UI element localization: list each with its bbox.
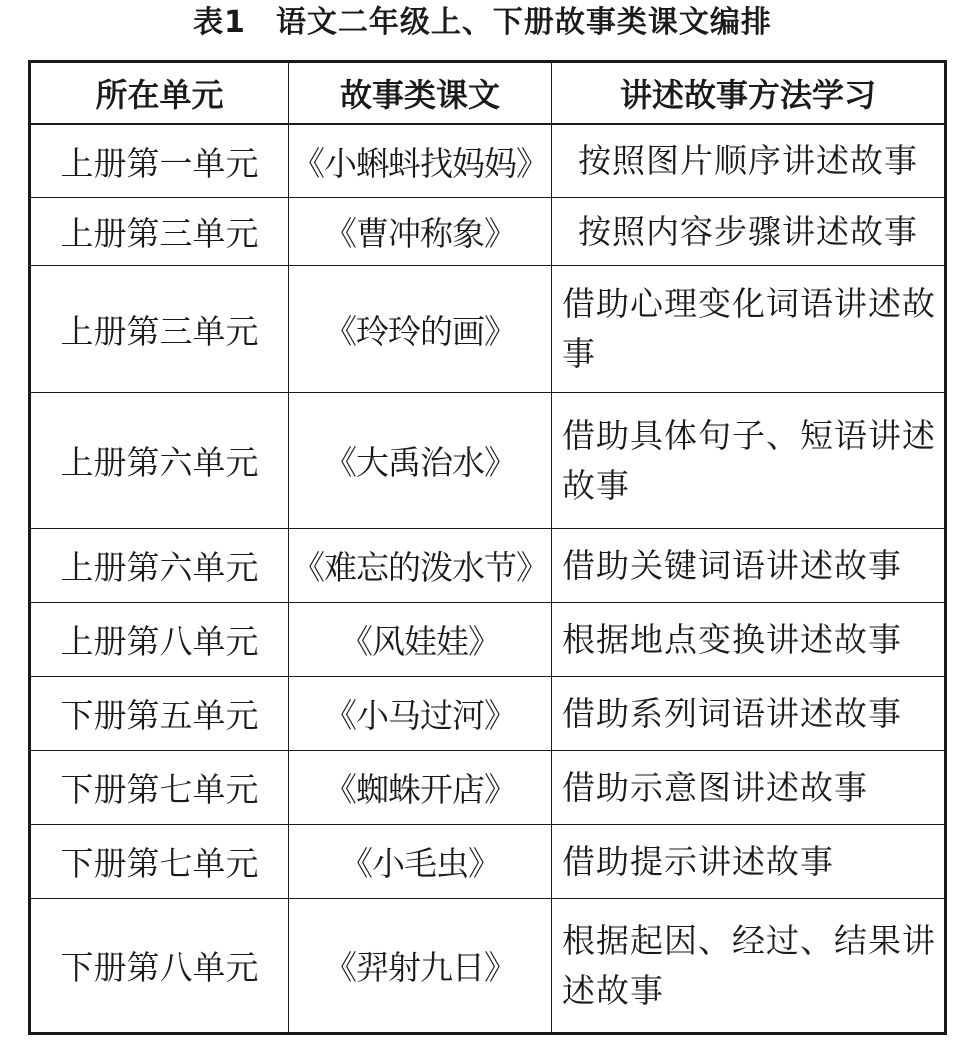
- cell-method: 根据地点变换讲述故事: [552, 603, 946, 677]
- cell-lesson: 《大禹治水》: [289, 393, 552, 529]
- table-title: 语文二年级上、下册故事类课文编排: [275, 5, 772, 40]
- table-caption: [0, 0, 965, 58]
- table-row: [30, 198, 946, 266]
- cell-lesson: 《蜘蛛开店》: [289, 751, 552, 825]
- cell-unit: 上册第一单元: [30, 124, 289, 198]
- table-row: [30, 603, 946, 677]
- header-unit: 所在单元: [30, 62, 289, 125]
- table-row: [30, 751, 946, 825]
- cell-unit: 下册第五单元: [30, 677, 289, 751]
- cell-lesson: 《玲玲的画》: [289, 266, 552, 393]
- cell-unit: 下册第七单元: [30, 751, 289, 825]
- cell-method: 借助关键词语讲述故事: [552, 529, 946, 603]
- cell-method: 借助心理变化词语讲述故事: [552, 266, 946, 393]
- header-lesson: 故事类课文: [289, 62, 552, 125]
- story-lessons-table: [28, 60, 947, 1035]
- cell-lesson: 《羿射九日》: [289, 899, 552, 1034]
- cell-method: 借助示意图讲述故事: [552, 751, 946, 825]
- cell-method: 按照图片顺序讲述故事: [552, 124, 946, 198]
- cell-method: 借助系列词语讲述故事: [552, 677, 946, 751]
- cell-lesson: 《小毛虫》: [289, 825, 552, 899]
- table-number: 表1: [193, 5, 246, 40]
- cell-lesson: 《风娃娃》: [289, 603, 552, 677]
- cell-method: 借助提示讲述故事: [552, 825, 946, 899]
- cell-lesson: 《小马过河》: [289, 677, 552, 751]
- cell-lesson: 《难忘的泼水节》: [289, 529, 552, 603]
- cell-unit: 下册第八单元: [30, 899, 289, 1034]
- cell-unit: 上册第三单元: [30, 198, 289, 266]
- header-method: 讲述故事方法学习: [552, 62, 946, 125]
- cell-method: 按照内容步骤讲述故事: [552, 198, 946, 266]
- table-row: [30, 825, 946, 899]
- table-row: [30, 899, 946, 1034]
- cell-method: 借助具体句子、短语讲述故事: [552, 393, 946, 529]
- cell-lesson: 《小蝌蚪找妈妈》: [289, 124, 552, 198]
- cell-unit: 上册第六单元: [30, 529, 289, 603]
- table-row: [30, 124, 946, 198]
- cell-unit: 上册第三单元: [30, 266, 289, 393]
- cell-unit: 下册第七单元: [30, 825, 289, 899]
- table-row: [30, 529, 946, 603]
- cell-unit: 上册第八单元: [30, 603, 289, 677]
- table-header-row: [30, 62, 946, 125]
- cell-unit: 上册第六单元: [30, 393, 289, 529]
- table-row: [30, 393, 946, 529]
- cell-lesson: 《曹冲称象》: [289, 198, 552, 266]
- table-row: [30, 266, 946, 393]
- table-row: [30, 677, 946, 751]
- cell-method: 根据起因、经过、结果讲述故事: [552, 899, 946, 1034]
